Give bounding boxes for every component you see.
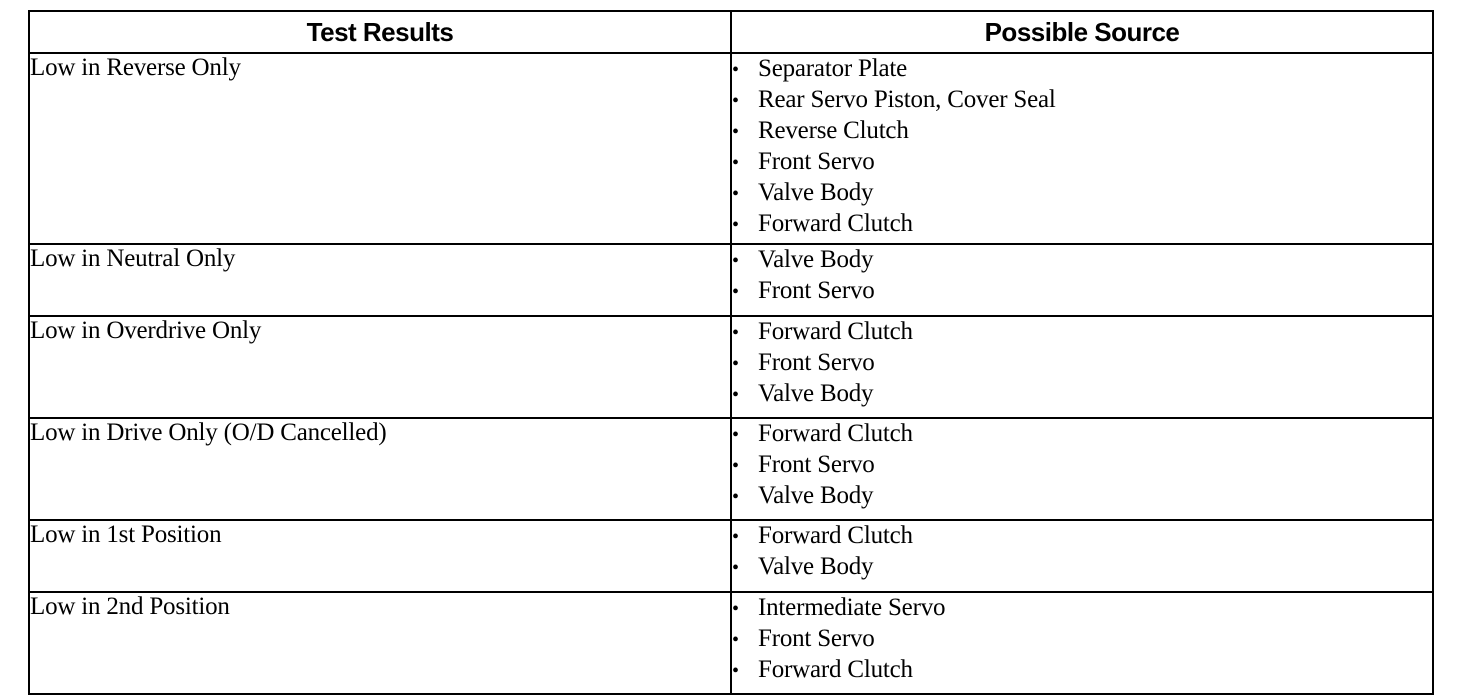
table-row (29, 244, 1433, 316)
bullet-icon: • (732, 384, 739, 406)
bullet-icon: • (732, 557, 739, 579)
bullet-icon: • (732, 250, 739, 272)
table-row (29, 520, 1433, 592)
bullet-icon: • (732, 598, 739, 620)
source-list (732, 245, 1432, 307)
source-item: • Separator Plate (732, 54, 1432, 85)
test-result-cell: Low in 2nd Position (29, 592, 731, 694)
test-result-cell: Low in Neutral Only (29, 244, 731, 316)
source-item: • Valve Body (732, 379, 1432, 410)
test-result-cell: Low in Drive Only (O/D Cancelled) (29, 418, 731, 520)
bullet-icon: • (732, 59, 739, 81)
source-list (732, 317, 1432, 410)
source-item: • Valve Body (732, 245, 1432, 276)
possible-source-cell (731, 244, 1433, 316)
table-row (29, 316, 1433, 418)
source-list (732, 521, 1432, 583)
possible-source-cell (731, 418, 1433, 520)
possible-source-cell (731, 520, 1433, 592)
bullet-icon: • (732, 660, 739, 682)
source-item: • Intermediate Servo (732, 593, 1432, 624)
source-item: • Forward Clutch (732, 317, 1432, 348)
bullet-icon: • (732, 353, 739, 375)
possible-source-cell (731, 316, 1433, 418)
table-row (29, 418, 1433, 520)
bullet-icon: • (732, 526, 739, 548)
bullet-icon: • (732, 90, 739, 112)
source-item: • Front Servo (732, 348, 1432, 379)
column-header-possible-source: Possible Source (731, 11, 1433, 53)
test-result-cell: Low in Overdrive Only (29, 316, 731, 418)
possible-source-cell (731, 53, 1433, 244)
table-row (29, 53, 1433, 244)
bullet-icon: • (732, 281, 739, 303)
source-item: • Forward Clutch (732, 655, 1432, 686)
source-item: • Front Servo (732, 450, 1432, 481)
source-item: • Forward Clutch (732, 209, 1432, 240)
test-result-cell: Low in Reverse Only (29, 53, 731, 244)
source-item: • Forward Clutch (732, 521, 1432, 552)
test-result-cell: Low in 1st Position (29, 520, 731, 592)
bullet-icon: • (732, 424, 739, 446)
source-item: • Front Servo (732, 276, 1432, 307)
possible-source-cell (731, 592, 1433, 694)
source-item: • Front Servo (732, 624, 1432, 655)
bullet-icon: • (732, 214, 739, 236)
column-header-test-results: Test Results (29, 11, 731, 53)
source-item: • Rear Servo Piston, Cover Seal (732, 85, 1432, 116)
bullet-icon: • (732, 121, 739, 143)
table-row (29, 592, 1433, 694)
source-list (732, 593, 1432, 686)
source-item: • Reverse Clutch (732, 116, 1432, 147)
header-row (29, 11, 1433, 53)
source-item: • Valve Body (732, 481, 1432, 512)
bullet-icon: • (732, 183, 739, 205)
source-item: • Front Servo (732, 147, 1432, 178)
bullet-icon: • (732, 152, 739, 174)
source-list (732, 419, 1432, 512)
bullet-icon: • (732, 629, 739, 651)
bullet-icon: • (732, 486, 739, 508)
source-list (732, 54, 1432, 240)
bullet-icon: • (732, 455, 739, 477)
source-item: • Valve Body (732, 552, 1432, 583)
bullet-icon: • (732, 322, 739, 344)
source-item: • Valve Body (732, 178, 1432, 209)
test-results-table (28, 10, 1434, 695)
source-item: • Forward Clutch (732, 419, 1432, 450)
